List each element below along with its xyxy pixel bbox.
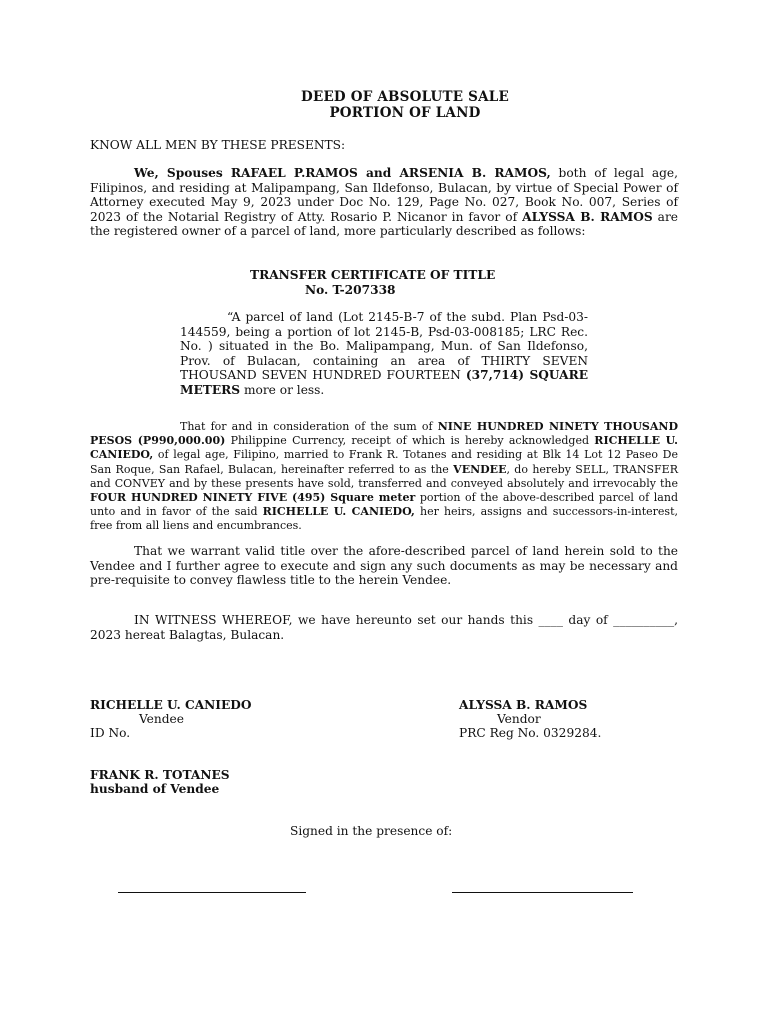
parties-text-end: are the registered owner of a parcel of land, more particularly described as follows: [90,209,678,238]
husband-role: husband of Vendee [90,782,220,796]
witness-paragraph: IN WITNESS WHEREOF, we have hereunto set our hands this ____ day of __________, 2023 hereat Balagtas, Bulacan. [90,613,678,642]
parties-text: both of legal age, Filipinos, and residing at Malipampang, San Ildefonso, Bulacan, by virtue of Special Power of Attorney executed May 9, 2023 under Doc No. 129, Page No. 027, Book No. 007, Series of 2023 of the Notarial Registry of Atty. Rosario P. Nicanor in favor of [90,166,678,224]
vendor-signatory-name: ALYSSA B. RAMOS [459,698,588,712]
vendee-signatory-name: RICHELLE U. CANIEDO [90,698,252,712]
land-description [180,310,588,397]
area-figure: (37,714) SQUARE METERS [180,368,588,397]
document-title: DEED OF ABSOLUTE SALE [301,89,509,105]
husband-name: FRANK R. TOTANES [90,768,230,782]
tct-number: No. T-207338 [305,283,396,297]
price: NINE HUNDRED NINETY THOUSAND PESOS (P990,000.00) [90,420,678,448]
document-subtitle: PORTION OF LAND [329,105,481,121]
witness-heading: Signed in the presence of: [290,824,453,838]
vendor-prc-reg: PRC Reg No. 0329284. [459,726,602,740]
vendor-role: Vendor [497,712,541,726]
intro-text: KNOW ALL MEN BY THESE PRESENTS: [90,138,346,152]
portion-area: FOUR HUNDRED NINETY FIVE (495) Square meter [90,491,416,505]
witness-signature-line-1 [118,892,306,893]
attorney-in-fact-name: ALYSSA B. RAMOS [522,209,653,224]
description-end: more or less. [240,382,325,397]
warranty-paragraph: That we warrant valid title over the afore-described parcel of land herein sold to the Vendee and I further agree to execute and sign any such documents as may be necessary and pre-requisite to convey flawless title to the herein Vendee. [90,544,678,587]
vendee-name-inline: RICHELLE U. CANIEDO, [90,434,678,462]
parties-names: We, Spouses RAFAEL P.RAMOS and ARSENIA B. RAMOS, [134,166,551,180]
consideration-paragraph: That for and in consideration of the sum of NINE HUNDRED NINETY THOUSAND PESOS (P990,000.00) Philippine Currency, receipt of which is hereby acknowledged RICHELLE U. CANIEDO, of legal age, Filipino, married to Frank R. Totanes and residing at Blk 14 Lot 12 Paseo De San Roque, San Rafael, Bulacan, hereinafter referred to as the VENDEE, do hereby SELL, TRANSFER and CONVEY and by these presents have sold, transferred and conveyed absolutely and irrevocably the FOUR HUNDRED NINETY FIVE (495) Square meter portion of the above-described parcel of land unto and in favor of the said RICHELLE U. CANIEDO, her heirs, assigns and successors-in-interest, free from all liens and encumbrances. [90,420,678,533]
vendee-id: ID No. [90,726,131,740]
witness-signature-line-2 [452,892,633,893]
vendee-name-inline-2: RICHELLE U. CANIEDO, [262,505,415,519]
tct-heading: TRANSFER CERTIFICATE OF TITLE [250,268,496,282]
vendee-role: Vendee [139,712,184,726]
parties-paragraph [90,166,678,239]
description-text: “A parcel of land (Lot 2145-B-7 of the subd. Plan Psd-03-144559, being a portion of lot 2145-B, Psd-03-008185; LRC Rec. No. ) situated in the Bo. Malipampang, Mun. of San Ildefonso, Prov. of Bulacan, containing an area of THIRTY SEVEN THOUSAND SEVEN HUNDRED FOURTEEN [180,310,588,382]
vendee-label: VENDEE [453,462,507,476]
